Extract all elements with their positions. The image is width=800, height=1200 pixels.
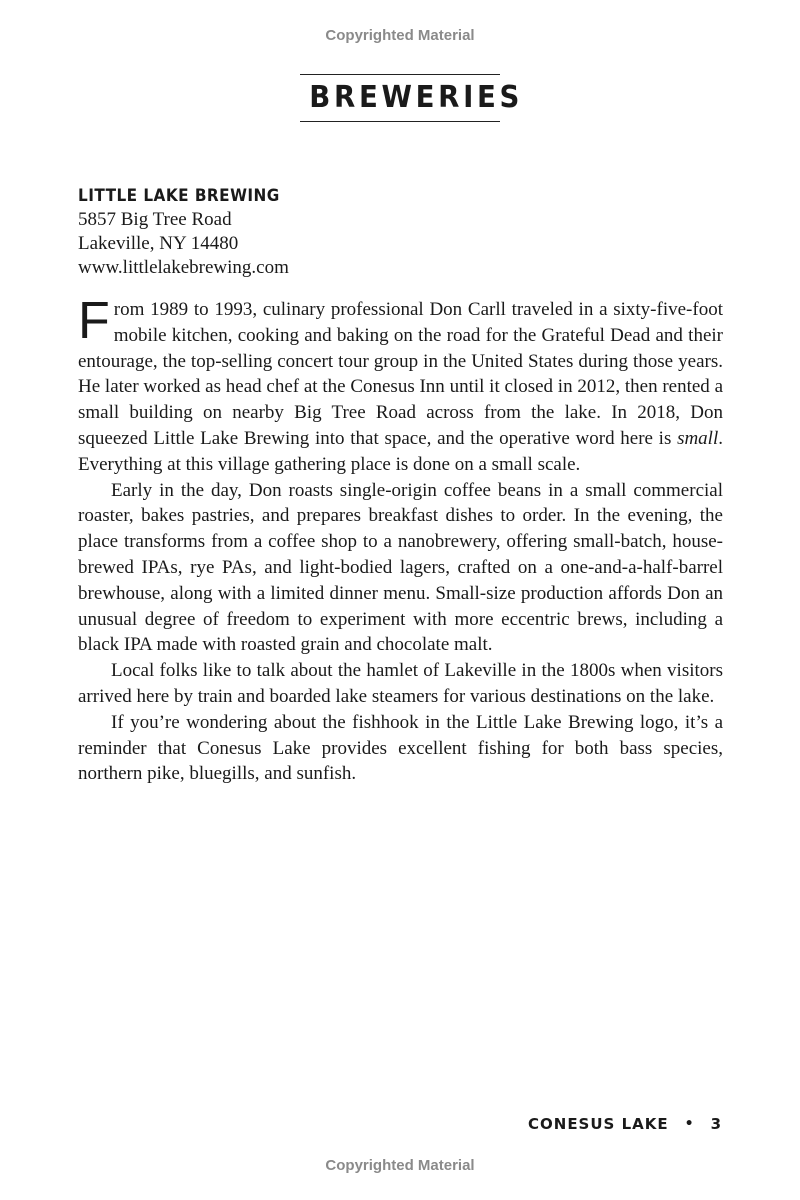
paragraph-4: If you’re wondering about the fishhook in the Little Lake Brewing logo, it’s a reminder that Conesus Lake provides excellent fishing for both bass species, northern pike, bluegills, and sunfish. xyxy=(78,711,723,785)
section-heading xyxy=(300,74,524,122)
page-footer xyxy=(528,1115,722,1133)
page-number: 3 xyxy=(710,1115,722,1133)
article-body xyxy=(78,292,723,787)
address-line2: Lakeville, NY 14480 xyxy=(78,233,239,254)
copyright-notice-top: Copyrighted Material xyxy=(325,27,475,44)
address-line1: 5857 Big Tree Road xyxy=(78,209,232,230)
paragraph-2: Early in the day, Don roasts single-origin coffee beans in a small commercial roaster, bakes pastries, and prepares breakfast dishes to order. In the evening, the place transforms from a coffee shop to a nanobrewery, offering small-batch, house-brewed IPAs, rye PAs, and light-bodied lagers, crafted on a one-and-a-half-barrel brewhouse, along with a limited dinner menu. Small-size production affords Don an unusual degree of freedom to experiment with more eccentric brews, including a black IPA made with roasted grain and chocolate malt. xyxy=(78,479,723,656)
drop-cap: F xyxy=(78,292,110,350)
section-title: BREWERIES xyxy=(309,80,524,115)
copyright-notice-bottom: Copyrighted Material xyxy=(325,1157,475,1174)
brewery-name: LITTLE LAKE BREWING xyxy=(78,186,280,206)
paragraph-3: Local folks like to talk about the hamlet of Lakeville in the 1800s when visitors arrived here by train and boarded lake steamers for various destinations on the lake. xyxy=(78,660,723,707)
running-head: CONESUS LAKE xyxy=(528,1115,669,1133)
paragraph-1: From 1989 to 1993, culinary professional Don Carll traveled in a sixty-five-foot mobile kitchen, cooking and baking on the road for the Grateful Dead and their entourage, the top-selling concert tour group in the United States during those years. He later worked as head chef at the Conesus Inn until it closed in 2012, then rented a small building on nearby Big Tree Road across from the lake. In 2018, Don squeezed Little Lake Brewing into that space, and the operative word here is small. Everything at this village gathering place is done on a small scale. xyxy=(78,292,723,475)
brewery-info xyxy=(78,184,723,280)
separator-dot: • xyxy=(684,1116,695,1132)
website-link: www.littlelakebrewing.com xyxy=(78,257,289,278)
